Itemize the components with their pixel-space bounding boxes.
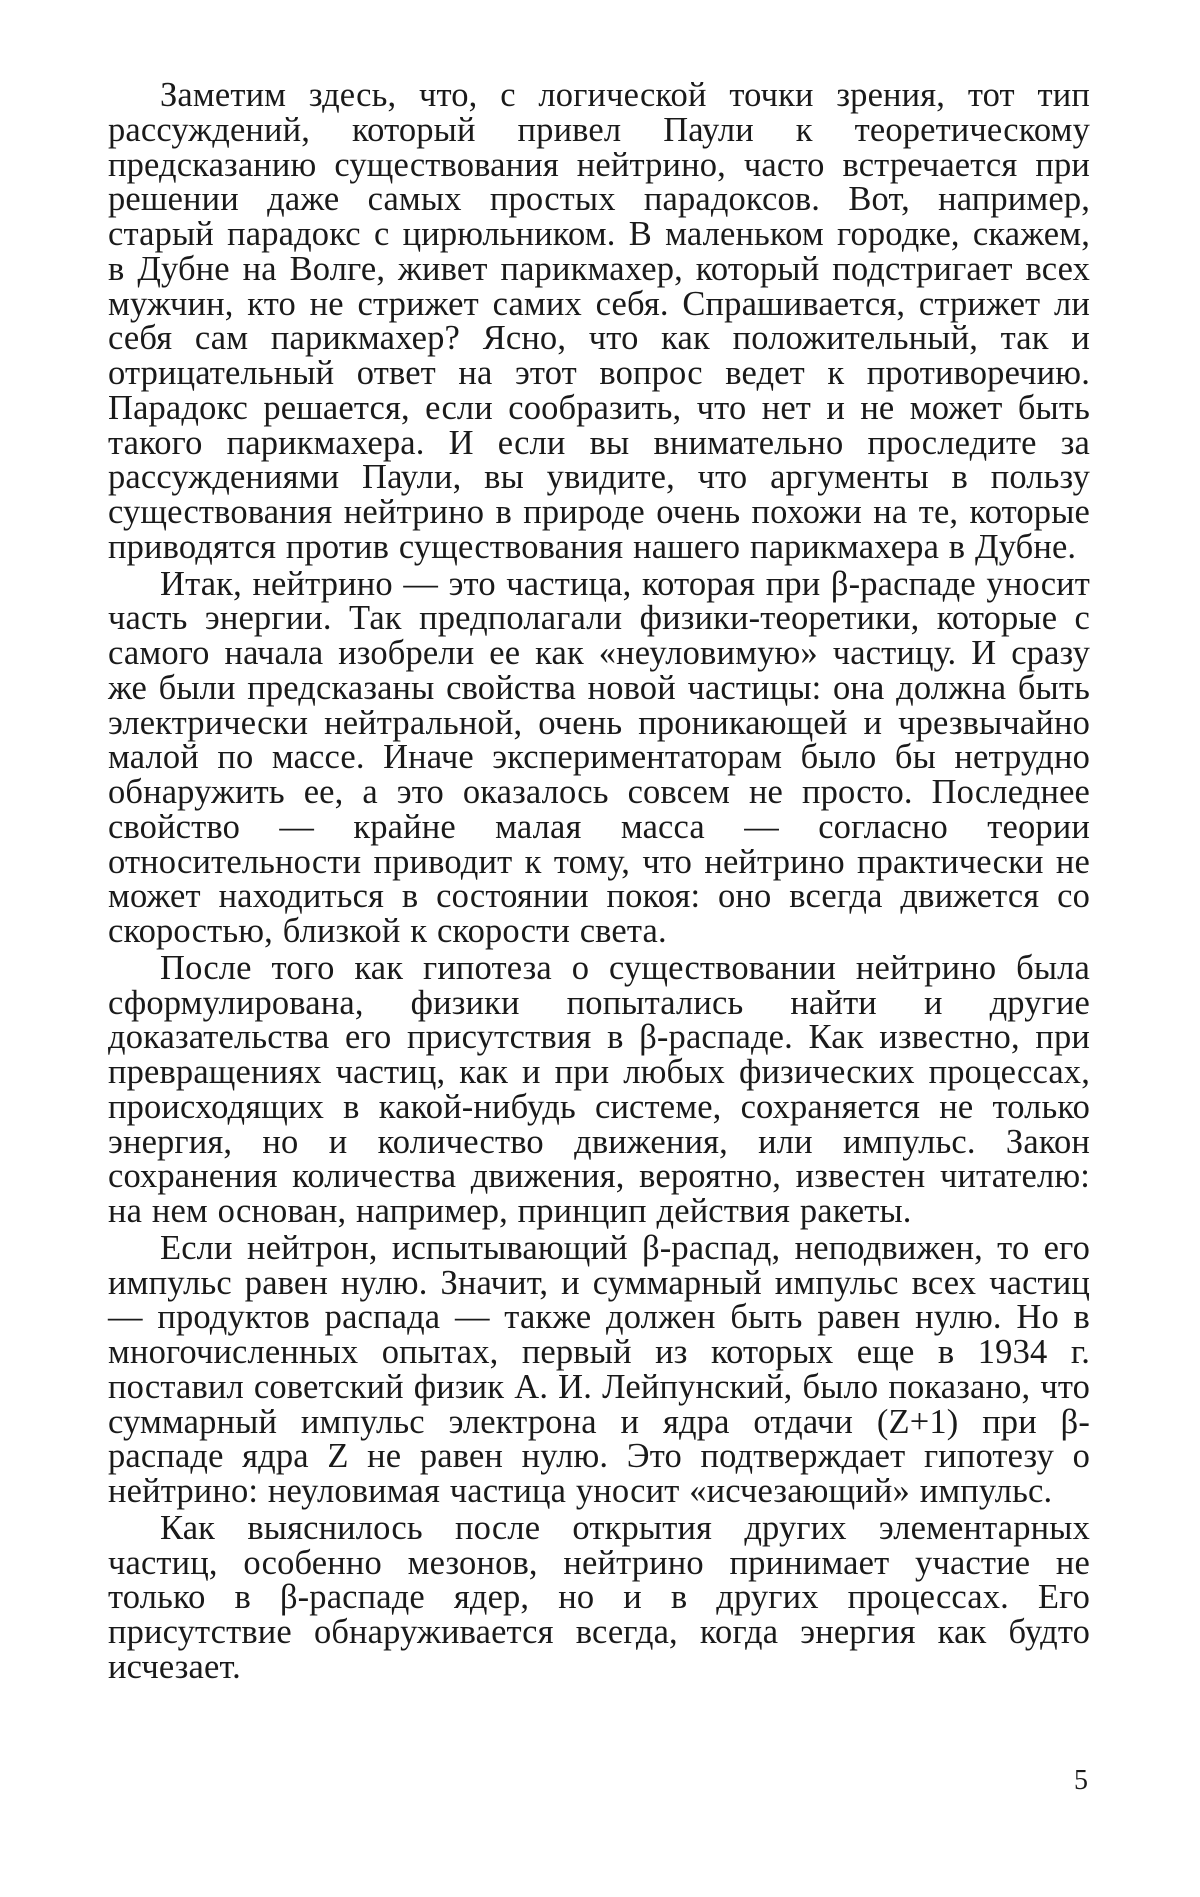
paragraph-other-processes: Как выяснилось после открытия других элементарных частиц, особенно мезонов, нейтрино принимает участие не только в β-распаде ядер, но и в других процессах. Его присутствие обнаруживается всегда, когда энергия как будто исчезает. xyxy=(108,1508,1090,1686)
paragraph-momentum-conservation: После того как гипотеза о существовании нейтрино была сформулирована, физики попытались найти и другие доказательства его присутствия в β-распаде. Как известно, при превращениях частиц, как и при любых физических процессах, происходящих в какой-нибудь системе, сохраняется не только энергия, но и количество движения, или импульс. Закон сохранения количества движения, вероятно, известен читателю: на нем основан, например, принцип действия ракеты. xyxy=(108,948,1090,1230)
paragraph-neutrino-properties: Итак, нейтрино — это частица, которая при β-распаде уносит часть энергии. Так предполагали физики-теоретики, которые с самого начала изобрели ее как «неуловимую» частицу. И сразу же были предсказаны свойства новой частицы: она должна быть электрически нейтральной, очень проникающей и чрезвычайно малой по массе. Иначе экспериментаторам было бы нетрудно обнаружить ее, а это оказалось совсем не просто. Последнее свойство — крайне малая масса — согласно теории относительности приводит к тому, что нейтрино практически не может находиться в состоянии покоя: оно всегда движется со скоростью, близкой к скорости света. xyxy=(108,564,1090,950)
page-number: 5 xyxy=(1074,1765,1088,1796)
paragraph-barber-paradox: Заметим здесь, что, с логической точки зрения, тот тип рассуждений, который привел Паули к теоретическому предсказанию существования нейтрино, часто встречается при решении даже самых простых парадоксов. Вот, например, старый парадокс с цирюльником. В маленьком городке, скажем, в Дубне на Волге, живет парикмахер, который подстригает всех мужчин, кто не стрижет самих себя. Спрашивается, стрижет ли себя сам парикмахер? Ясно, что как положительный, так и отрицательный ответ на этот вопрос ведет к противоречию. Парадокс решается, если сообразить, что нет и не может быть такого парикмахера. И если вы внимательно проследите за рассуждениями Паули, вы увидите, что аргументы в пользу существования нейтрино в природе очень похожи на те, которые приводятся против существования нашего парикмахера в Дубне. xyxy=(108,76,1090,566)
page-body xyxy=(108,78,1090,1685)
paragraph-neutron-decay-momentum: Если нейтрон, испытывающий β-распад, неподвижен, то его импульс равен нулю. Значит, и суммарный импульс всех частиц — продуктов распада — также должен быть равен нулю. Но в многочисленных опытах, первый из которых еще в 1934 г. поставил советский физик А. И. Лейпунский, было показано, что суммарный импульс электрона и ядра отдачи (Z+1) при β-распаде ядра Z не равен нулю. Это подтверждает гипотезу о нейтрино: неуловимая частица уносит «исчезающий» импульс. xyxy=(108,1228,1090,1510)
